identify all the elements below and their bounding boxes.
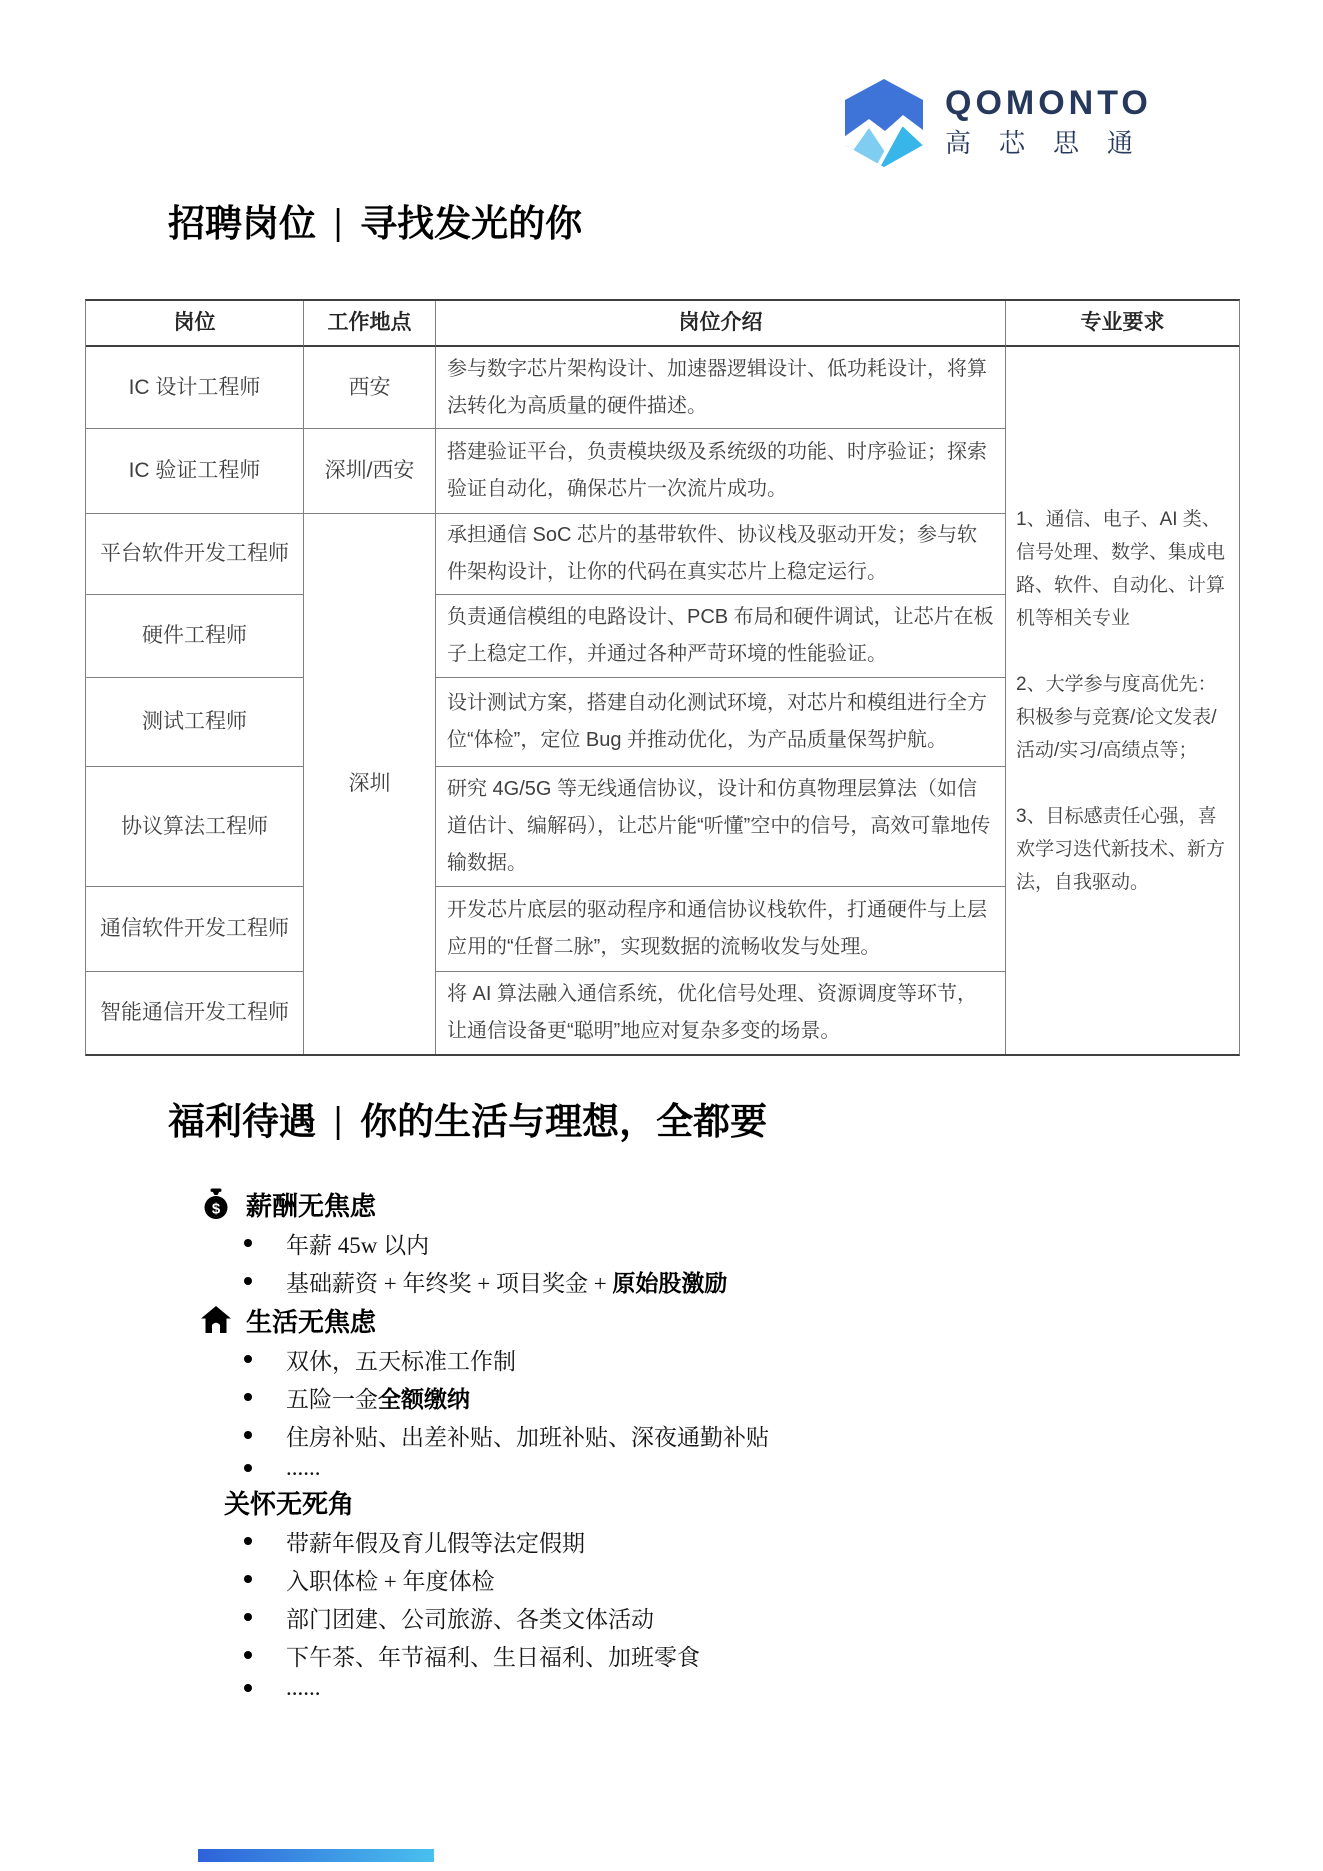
merged-location-cell: 深圳: [304, 514, 436, 1054]
position-cell: 协议算法工程师: [86, 767, 304, 887]
title-separator: |: [334, 1100, 343, 1141]
bullet-dot: [244, 1651, 252, 1659]
benefits-section-title: [168, 1100, 767, 1146]
requirement-paragraph: 1、通信、电子、AI 类、信号处理、数学、集成电路、软件、自动化、计算机等相关专业: [1016, 508, 1226, 629]
description-cell: 开发芯片底层的驱动程序和通信协议栈软件，打通硬件与上层应用的“任督二脉”，实现数据的流畅收发与处理。: [436, 887, 1006, 972]
benefit-item: [200, 1636, 1040, 1674]
benefit-item: [200, 1560, 1040, 1598]
benefit-item-bold: 原始股激励: [612, 1270, 728, 1296]
money-bag-icon: [200, 1188, 232, 1220]
benefit-item-text: ......: [286, 1455, 321, 1480]
benefit-item: [200, 1340, 1040, 1378]
benefit-group-title-text: 关怀无死角: [224, 1488, 355, 1519]
benefit-item-text: 双休，五天标准工作制: [286, 1348, 516, 1374]
bullet-dot: [244, 1239, 252, 1247]
position-cell: IC 设计工程师: [86, 347, 304, 429]
benefit-item: [200, 1522, 1040, 1560]
benefit-item: [200, 1454, 1040, 1482]
bottom-accent-bar: [198, 1849, 434, 1862]
brand-name: QOMONTO: [945, 84, 1152, 122]
position-cell: 硬件工程师: [86, 595, 304, 678]
benefit-item: [200, 1598, 1040, 1636]
description-cell: 研究 4G/5G 等无线通信协议，设计和仿真物理层算法（如信道估计、编解码），让芯片能“听懂”空中的信号，高效可靠地传输数据。: [436, 767, 1006, 887]
benefit-item-text: 下午茶、年节福利、生日福利、加班零食: [286, 1644, 700, 1670]
bullet-dot: [244, 1431, 252, 1439]
benefit-group-title-life: [200, 1300, 1040, 1340]
benefit-item-text: 部门团建、公司旅游、各类文体活动: [286, 1606, 654, 1632]
benefit-group-title-text: 生活无焦虑: [246, 1306, 377, 1337]
description-cell: 将 AI 算法融入通信系统，优化信号处理、资源调度等环节，让通信设备更“聪明”地应对复杂多变的场景。: [436, 972, 1006, 1054]
benefit-item-text: 基础薪资 + 年终奖 + 项目奖金 +: [286, 1270, 613, 1296]
benefit-item: [200, 1262, 1040, 1300]
benefit-item-text: 住房补贴、出差补贴、加班补贴、深夜通勤补贴: [286, 1424, 769, 1450]
header-cell-description: 岗位介绍: [436, 301, 1006, 347]
description-cell: 设计测试方案，搭建自动化测试环境，对芯片和模组进行全方位“体检”，定位 Bug 并推动优化，为产品质量保驾护航。: [436, 678, 1006, 767]
benefits-title-right: 你的生活与理想，全都要: [360, 1102, 768, 1143]
benefit-item: [200, 1224, 1040, 1262]
header-cell-requirements: 专业要求: [1006, 301, 1239, 347]
description-cell: 参与数字芯片架构设计、加速器逻辑设计、低功耗设计，将算法转化为高质量的硬件描述。: [436, 347, 1006, 429]
requirement-paragraph: 2、大学参与度高优先：积极参与竞赛/论文发表/活动/实习/高绩点等；: [1016, 673, 1217, 761]
requirement-paragraph: 3、目标感责任心强，喜欢学习迭代新技术、新方法，自我驱动。: [1016, 805, 1226, 893]
description-cell: 承担通信 SoC 芯片的基带软件、协议栈及驱动开发；参与软件架构设计，让你的代码在真实芯片上稳定运行。: [436, 514, 1006, 595]
bullet-dot: [244, 1575, 252, 1583]
benefit-item-text: 入职体检 + 年度体检: [286, 1568, 495, 1594]
bullet-dot: [244, 1684, 252, 1692]
position-cell: IC 验证工程师: [86, 429, 304, 514]
benefits-list: [200, 1184, 1040, 1702]
benefit-item-bold: 全额缴纳: [378, 1386, 470, 1412]
position-cell: 智能通信开发工程师: [86, 972, 304, 1054]
house-icon: [200, 1304, 232, 1336]
benefits-title-left: 福利待遇: [168, 1102, 316, 1143]
location-cell: 西安: [304, 347, 436, 429]
benefit-item-text: 带薪年假及育儿假等法定假期: [286, 1530, 585, 1556]
description-cell: 负责通信模组的电路设计、PCB 布局和硬件调试，让芯片在板子上稳定工作，并通过各种严苛环境的性能验证。: [436, 595, 1006, 678]
benefit-item: [200, 1416, 1040, 1454]
requirements-cell: [1006, 347, 1239, 1054]
location-cell: 深圳/西安: [304, 429, 436, 514]
bullet-dot: [244, 1355, 252, 1363]
benefit-item-text: 年薪 45w 以内: [286, 1232, 430, 1258]
benefit-group-title-care: [200, 1482, 1040, 1522]
company-logo: [843, 78, 1161, 168]
benefit-item: [200, 1378, 1040, 1416]
jobs-section-title: [168, 202, 582, 248]
description-cell: 搭建验证平台，负责模块级及系统级的功能、时序验证；探索验证自动化，确保芯片一次流片成功。: [436, 429, 1006, 514]
brand-name-cn: 高芯思通: [945, 128, 1162, 158]
bullet-dot: [244, 1613, 252, 1621]
bullet-dot: [244, 1277, 252, 1285]
bullet-dot: [244, 1393, 252, 1401]
logo-hexagon-icon: [843, 78, 925, 168]
jobs-table: [85, 299, 1240, 1056]
bullet-dot: [244, 1464, 252, 1472]
position-cell: 测试工程师: [86, 678, 304, 767]
position-cell: 平台软件开发工程师: [86, 514, 304, 595]
jobs-title-left: 招聘岗位: [168, 204, 316, 245]
title-separator: |: [334, 202, 343, 243]
benefit-item: [200, 1674, 1040, 1702]
logo-wordmark: [945, 78, 1161, 168]
position-cell: 通信软件开发工程师: [86, 887, 304, 972]
jobs-title-right: 寻找发光的你: [360, 204, 583, 245]
benefit-group-title-text: 薪酬无焦虑: [246, 1190, 377, 1221]
header-cell-position: 岗位: [86, 301, 304, 347]
benefit-item-text: 五险一金: [286, 1386, 378, 1412]
bullet-dot: [244, 1537, 252, 1545]
header-cell-location: 工作地点: [304, 301, 436, 347]
benefit-group-title-salary: [200, 1184, 1040, 1224]
svg-text:$: $: [211, 1200, 221, 1218]
benefit-item-text: ......: [286, 1675, 321, 1700]
